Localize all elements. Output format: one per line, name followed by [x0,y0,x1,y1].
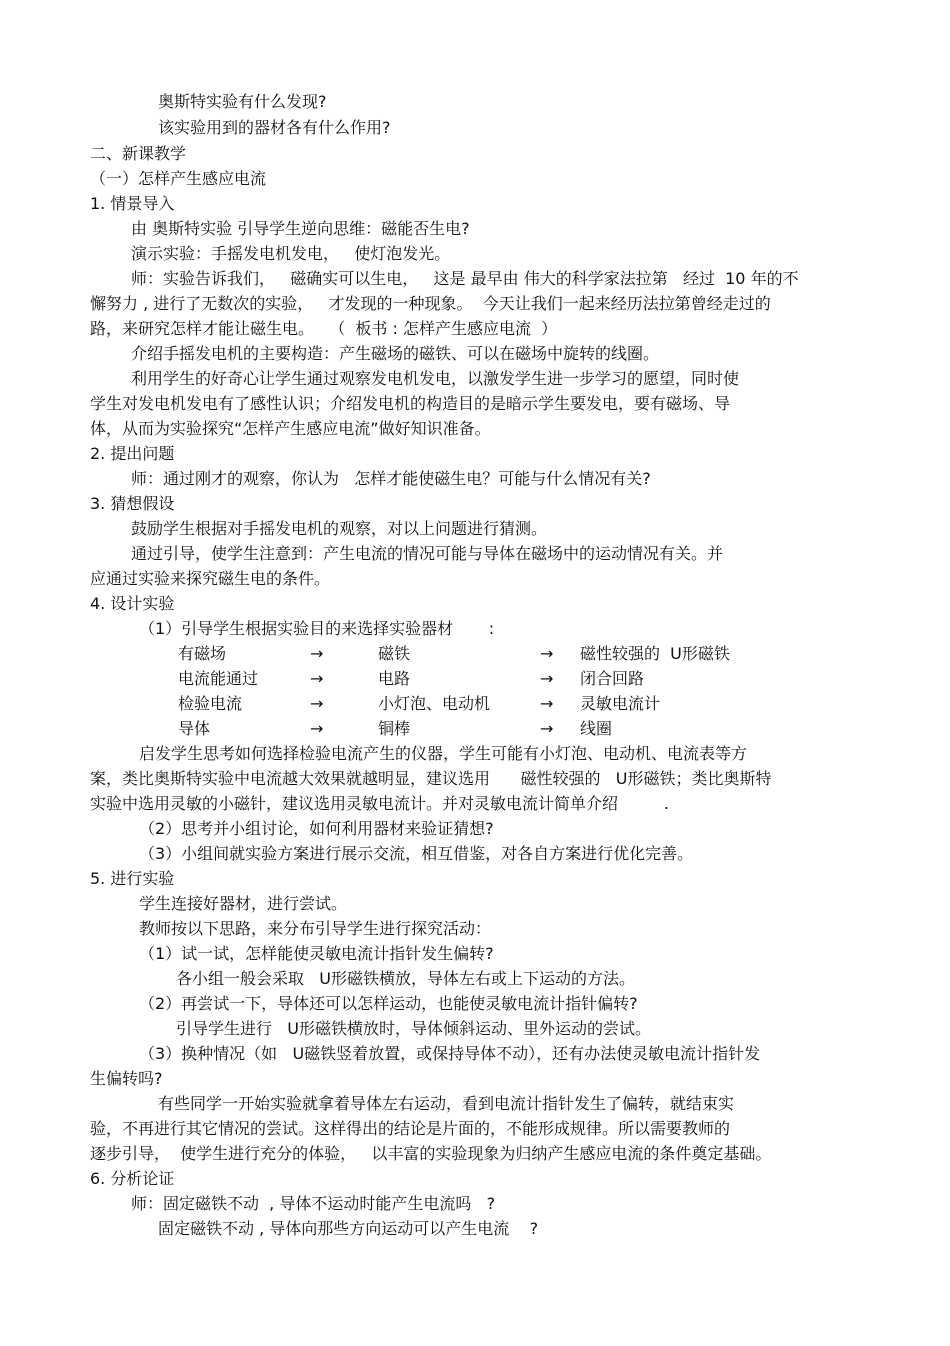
table-cell-need: 导体 [178,719,211,738]
table-cell-need: 有磁场 [178,644,227,663]
table-cell-mid: 小灯泡、电动机 [378,694,491,713]
paragraph-line: 路，来研究怎样才能让磁生电。 （ 板书 : 怎样产生感应电流 ） [90,319,558,338]
section-heading: 二、新课教学 [90,144,187,163]
table-cell-choice: 灵敏电流计 [580,694,661,713]
paragraph-line: 师：实验告诉我们， 磁确实可以生电， 这是 最早由 伟大的科学家法拉第 经过 10 年的不 [131,269,799,288]
paragraph-line: 学生对发电机发电有了感性认识；介绍发电机的构造目的是暗示学生要发电，要有磁场、导 [90,394,731,413]
arrow-icon: → [540,694,554,713]
arrow-icon: → [310,694,324,713]
paragraph-line: （2）思考并小组讨论，如何利用器材来验证猜想? [139,819,494,838]
paragraph-line: 引导学生进行 U形磁铁横放时，导体倾斜运动、里外运动的尝试。 [176,1019,651,1038]
subsection-heading: （一）怎样产生感应电流 [90,169,267,188]
arrow-icon: → [310,644,324,663]
paragraph-line: 案，类比奥斯特实验中电流越大效果就越明显，建议选用 磁性较强的 U形磁铁；类比奥斯特 [90,769,772,788]
table-cell-choice: 闭合回路 [580,669,645,688]
paragraph-line: （3）换种情况（如 U磁铁竖着放置，或保持导体不动），还有办法使灵敏电流计指针发 [139,1044,761,1063]
paragraph-line: 由 奥斯特实验 引导学生逆向思维：磁能否生电? [131,219,470,238]
paragraph-line: 利用学生的好奇心让学生通过观察发电机发电，以激发学生进一步学习的愿望，同时使 [131,369,740,388]
arrow-icon: → [310,669,324,688]
paragraph-line: 学生连接好器材，进行尝试。 [139,894,348,913]
review-question-1: 奥斯特实验有什么发现? [158,92,327,111]
arrow-icon: → [540,669,554,688]
table-cell-mid: 磁铁 [378,644,411,663]
paragraph-line: 逐步引导， 使学生进行充分的体验， 以丰富的实验现象为归纳产生感应电流的条件奠定基础。 [90,1144,772,1163]
paragraph-line: 有些同学一开始实验就拿着导体左右运动，看到电流计指针发生了偏转，就结束实 [158,1094,735,1113]
table-cell-mid: 铜棒 [378,719,411,738]
paragraph-line: （1）试一试，怎样能使灵敏电流计指针发生偏转? [139,944,494,963]
table-cell-need: 检验电流 [178,694,243,713]
arrow-icon: → [540,644,554,663]
step-heading-2: 2. 提出问题 [90,444,175,463]
paragraph-line: 教师按以下思路，来分布引导学生进行探究活动： [139,919,492,938]
paragraph-line: 鼓励学生根据对手摇发电机的观察，对以上问题进行猜测。 [131,519,548,538]
paragraph-line: 师：通过刚才的观察，你认为 怎样才能使磁生电？可能与什么情况有关? [131,469,651,488]
step-heading-5: 5. 进行实验 [90,869,175,888]
paragraph-line: 演示实验：手摇发电机发电， 使灯泡发光。 [131,244,451,263]
table-cell-choice: 线圈 [580,719,613,738]
paragraph-line: 启发学生思考如何选择检验电流产生的仪器，学生可能有小灯泡、电动机、电流表等方 [139,744,748,763]
paragraph-line: 各小组一般会采取 U形磁铁横放，导体左右或上下运动的方法。 [176,969,635,988]
step-heading-1: 1. 情景导入 [90,194,175,213]
arrow-icon: → [540,719,554,738]
paragraph-line: 懈努力 , 进行了无数次的实验， 才发现的一种现象。 今天让我们一起来经历法拉第曾经走过的 [90,294,771,313]
step-heading-4: 4. 设计实验 [90,594,175,613]
paragraph-line: 师：固定磁铁不动 , 导体不运动时能产生电流吗 ? [131,1194,496,1213]
review-question-2: 该实验用到的器材各有什么作用? [158,118,391,137]
paragraph-line: 体，从而为实验探究“怎样产生感应电流”做好知识准备。 [90,419,491,438]
paragraph-line: 固定磁铁不动 , 导体向那些方向运动可以产生电流 ? [158,1219,539,1238]
arrow-icon: → [310,719,324,738]
paragraph-line: 通过引导，使学生注意到：产生电流的情况可能与导体在磁场中的运动情况有关。并 [131,544,724,563]
paragraph-line: 验，不再进行其它情况的尝试。这样得出的结论是片面的，不能形成规律。所以需要教师的 [90,1119,731,1138]
paragraph-line: 生偏转吗? [90,1069,163,1088]
paragraph-line: （2）再尝试一下，导体还可以怎样运动，也能使灵敏电流计指针偏转? [139,994,638,1013]
step-heading-6: 6. 分析论证 [90,1169,175,1188]
paragraph-line: 介绍手摇发电机的主要构造：产生磁场的磁铁、可以在磁场中旋转的线圈。 [131,344,660,363]
paragraph-line: 应通过实验来探究磁生电的条件。 [90,569,331,588]
paragraph-line: （1）引导学生根据实验目的来选择实验器材 : [139,619,495,638]
table-cell-need: 电流能通过 [178,669,259,688]
table-cell-choice: 磁性较强的 U形磁铁 [580,644,730,663]
step-heading-3: 3. 猜想假设 [90,494,175,513]
table-cell-mid: 电路 [378,669,411,688]
paragraph-line: 实验中选用灵敏的小磁针，建议选用灵敏电流计。并对灵敏电流计简单介绍 . [90,794,669,813]
paragraph-line: （3）小组间就实验方案进行展示交流，相互借鉴，对各自方案进行优化完善。 [139,844,694,863]
